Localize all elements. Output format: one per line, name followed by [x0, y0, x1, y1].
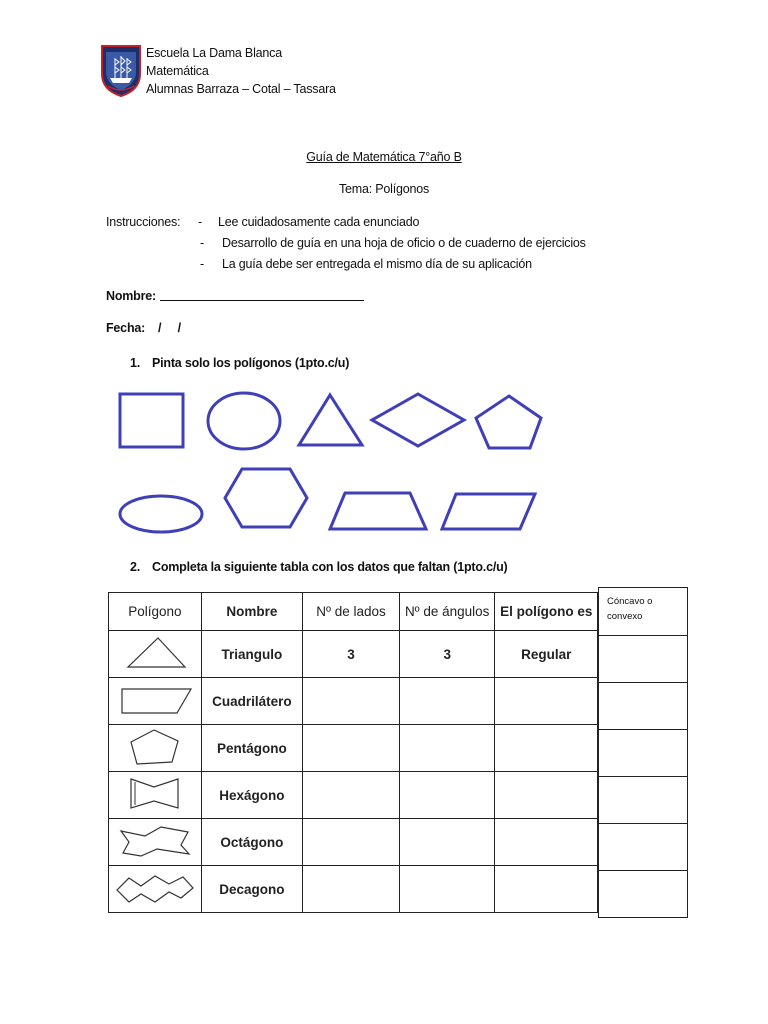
date-blank[interactable]: / / — [158, 321, 181, 335]
table-row — [109, 725, 598, 772]
name-label: Nombre: — [106, 289, 156, 303]
school-name: Escuela La Dama Blanca — [146, 46, 282, 60]
question-1-text: Pinta solo los polígonos (1pto.c/u) — [152, 356, 350, 370]
row-icon-cell — [109, 725, 202, 772]
instruction-dash-1: - — [198, 215, 202, 229]
row-angles[interactable] — [399, 678, 494, 725]
hexagon-bowtie-icon — [120, 774, 190, 814]
subject-name: Matemática — [146, 64, 209, 78]
concave-convex-cell[interactable] — [599, 683, 688, 730]
table-row — [109, 819, 598, 866]
pentagon-icon — [120, 726, 190, 768]
polygon-table — [108, 592, 598, 913]
row-sides[interactable] — [303, 678, 400, 725]
instruction-item-3: La guía debe ser entregada el mismo día de su aplicación — [222, 257, 532, 271]
page-title: Guía de Matemática 7°año B — [306, 150, 462, 164]
concave-convex-cell[interactable] — [599, 824, 688, 871]
instruction-item-1: Lee cuidadosamente cada enunciado — [218, 215, 420, 229]
row-angles[interactable] — [399, 866, 494, 913]
header-nombre: Nombre — [201, 593, 302, 631]
row-type[interactable]: Regular — [495, 631, 598, 678]
octagon-zigzag-icon — [115, 821, 195, 861]
row-sides[interactable] — [303, 772, 400, 819]
header-poligono: Polígono — [109, 593, 202, 631]
table-row — [109, 678, 598, 725]
table-header-row — [109, 593, 598, 631]
rhombus-shape — [372, 394, 464, 446]
row-sides[interactable]: 3 — [303, 631, 400, 678]
row-name: Triangulo — [201, 631, 302, 678]
concave-convex-cell[interactable] — [599, 636, 688, 683]
school-crest-logo — [100, 44, 142, 98]
ellipse-shape — [120, 496, 202, 532]
header-concavo-convexo: Cóncavo o convexo — [599, 588, 688, 636]
row-icon-cell — [109, 866, 202, 913]
instruction-dash-3: - — [200, 257, 204, 271]
row-icon-cell — [109, 819, 202, 866]
table-row — [109, 631, 598, 678]
row-angles[interactable] — [399, 819, 494, 866]
row-icon-cell — [109, 678, 202, 725]
triangle-shape — [299, 395, 362, 445]
question-2-number: 2. — [130, 560, 141, 574]
decagon-zigzag-icon — [113, 868, 197, 908]
hexagon-shape — [225, 469, 307, 527]
students-names: Alumnas Barraza – Cotal – Tassara — [146, 82, 336, 96]
row-name: Decagono — [201, 866, 302, 913]
date-label: Fecha: — [106, 321, 146, 335]
row-name: Cuadrilátero — [201, 678, 302, 725]
parallelogram-shape — [442, 494, 535, 529]
name-blank-line[interactable] — [160, 300, 364, 301]
row-angles[interactable] — [399, 772, 494, 819]
row-type[interactable] — [495, 678, 598, 725]
topic: Tema: Polígonos — [338, 182, 430, 196]
concave-convex-cell[interactable] — [599, 777, 688, 824]
row-type[interactable] — [495, 866, 598, 913]
header-angulos: Nº de ángulos — [399, 593, 494, 631]
square-shape — [120, 394, 183, 447]
table-row — [109, 866, 598, 913]
pentagon-shape — [476, 396, 541, 448]
trapezoid-shape — [330, 493, 426, 529]
row-type[interactable] — [495, 772, 598, 819]
row-name: Hexágono — [201, 772, 302, 819]
triangle-icon — [120, 633, 190, 673]
circle-shape — [208, 393, 280, 449]
row-icon-cell — [109, 772, 202, 819]
row-sides[interactable] — [303, 819, 400, 866]
row-sides[interactable] — [303, 866, 400, 913]
row-angles[interactable]: 3 — [399, 631, 494, 678]
header-tipo: El polígono es — [495, 593, 598, 631]
row-icon-cell — [109, 631, 202, 678]
instructions-label: Instrucciones: — [106, 215, 181, 229]
row-name: Pentágono — [201, 725, 302, 772]
row-type[interactable] — [495, 819, 598, 866]
header-lados: Nº de lados — [303, 593, 400, 631]
trapezoid-icon — [115, 680, 195, 720]
concave-convex-cell[interactable] — [599, 871, 688, 918]
instruction-dash-2: - — [200, 236, 204, 250]
question-2-text: Completa la siguiente tabla con los datos que faltan (1pto.c/u) — [152, 560, 508, 574]
instruction-item-2: Desarrollo de guía en una hoja de oficio o de cuaderno de ejercicios — [222, 236, 586, 250]
row-type[interactable] — [495, 725, 598, 772]
concave-convex-cell[interactable] — [599, 730, 688, 777]
row-name: Octágono — [201, 819, 302, 866]
question-1-number: 1. — [130, 356, 141, 370]
row-sides[interactable] — [303, 725, 400, 772]
row-angles[interactable] — [399, 725, 494, 772]
table-row — [109, 772, 598, 819]
concave-convex-column — [598, 587, 688, 918]
shapes-to-paint — [100, 380, 560, 540]
